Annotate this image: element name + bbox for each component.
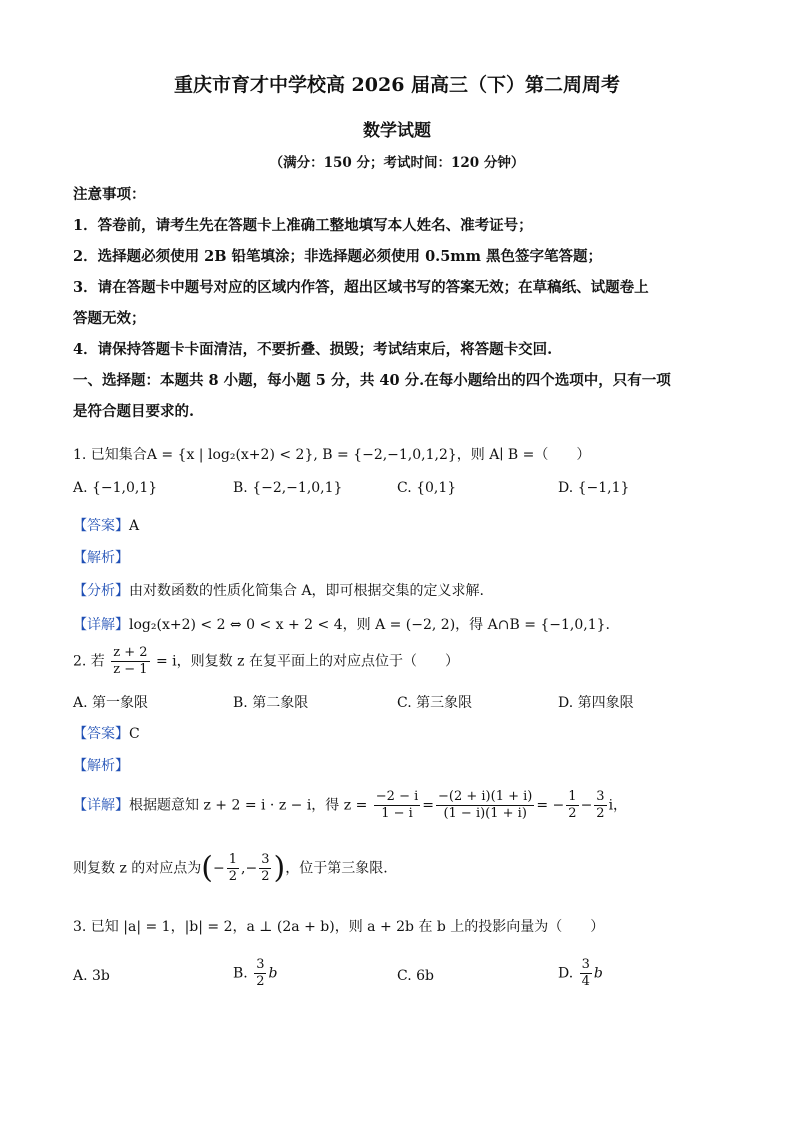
q2-analysis xyxy=(73,755,129,775)
question-2 xyxy=(73,645,459,678)
notes-heading: 注意事项： xyxy=(73,186,146,203)
q2-frac-2 xyxy=(436,789,534,822)
f1-den: 1 − i xyxy=(381,806,413,821)
q2-detail-a: 根据题意知 z + 2 = i · z − i，得 z = xyxy=(129,797,368,814)
ob-num: 3 xyxy=(256,957,265,972)
q2-concl-b: ，位于第三象限. xyxy=(285,860,388,877)
q1-analysis xyxy=(73,547,129,567)
q2-frac-4 xyxy=(594,789,606,822)
q2-frac-den: z − 1 xyxy=(113,662,148,677)
q3-option-d xyxy=(558,957,603,990)
q3-opt-b-vec: b xyxy=(268,965,278,982)
answer-label: 【答案】 xyxy=(73,726,129,742)
paren-close: ) xyxy=(273,850,286,886)
q2-frac-num: z + 2 xyxy=(113,645,148,660)
od-den: 4 xyxy=(581,974,590,989)
q2-option-d: D. 第四象限 xyxy=(558,695,634,711)
q2-option-a: A. 第一象限 xyxy=(73,695,149,711)
detail-text: log₂(x+2) < 2 ⇔ 0 < x + 2 < 4，则 A = (−2, 2)，得 A∩B = {−1,0,1}. xyxy=(129,617,611,633)
q1-answer xyxy=(73,515,139,535)
q2-conclusion: 则复数 z 的对应点为(− $\frac{1}{2}$ ,− $\frac{3}{2}$ )，位于第三象限. xyxy=(73,850,388,886)
c1-den: 2 xyxy=(228,869,238,884)
c2-den: 2 xyxy=(261,869,270,884)
q2-eq: = i xyxy=(156,653,177,670)
q1-fenxi xyxy=(73,580,484,600)
note-item: 1．答卷前，请考生先在答题卡上准确工整地填写本人姓名、准考证号； xyxy=(73,217,533,234)
f1-num: −2 − i xyxy=(375,789,419,804)
q2-frac-c2 xyxy=(259,852,271,885)
answer-value: A xyxy=(129,518,140,534)
note-item: 3．请在答题卡中题号对应的区域内作答，超出区域书写的答案无效；在草稿纸、试题卷上 xyxy=(73,279,649,296)
note-item: 4．请保持答题卡卡面清洁，不要折叠、损毁；考试结束后，将答题卡交回. xyxy=(73,341,553,358)
analysis-label: 【解析】 xyxy=(73,758,129,774)
f4-den: 2 xyxy=(596,806,605,821)
q3-option-b xyxy=(233,957,277,990)
q3-option-a: A. 3b xyxy=(73,968,110,984)
q1-option-c: C. {0,1} xyxy=(397,480,457,496)
q1-set-a: A = {x | log₂(x+2) < 2} xyxy=(146,447,314,463)
q2-detail: 【详解】根据题意知 z + 2 = i · z − i，得 z = $\frac{-2 - i}{1 - i}$ = $\frac{-(2 + i)(1 + i)}{(1 - i)(1 + i)}$ = − $\frac{1}{2}$ − $\frac{3}{2}$ i， xyxy=(73,789,628,821)
f3-den: 2 xyxy=(568,806,577,821)
section-heading: 一、选择题：本题共 8 小题，每小题 5 分，共 40 分.在每小题给出的四个选项中，只有一项 xyxy=(73,372,671,389)
q3-opt-d-vec: b xyxy=(593,965,603,982)
note-item: 2．选择题必须使用 2B 铅笔填涂；非选择题必须使用 0.5mm 黑色签字笔答题； xyxy=(73,248,603,265)
question-1 xyxy=(73,444,590,464)
q1-option-b: B. {−2,−1,0,1} xyxy=(233,480,343,496)
detail-label: 【详解】 xyxy=(73,617,129,633)
score-info: （满分：150 分；考试时间：120 分钟） xyxy=(269,155,525,171)
answer-value: C xyxy=(129,726,140,742)
q3-opt-b-frac xyxy=(254,957,266,990)
note-item: 答题无效； xyxy=(73,310,146,327)
q2-ask: ，则复数 z 在复平面上的对应点位于（ ） xyxy=(176,653,459,670)
f2-num: −(2 + i)(1 + i) xyxy=(438,789,533,804)
answer-label: 【答案】 xyxy=(73,518,129,534)
q2-frac-c1 xyxy=(227,852,239,885)
exam-subtitle: 数学试题 xyxy=(363,121,431,141)
q1-prefix: 1. 已知集合 xyxy=(73,447,147,463)
q1-ask: ，则 A∣ B =（ ） xyxy=(456,447,591,463)
q1-detail xyxy=(73,614,610,634)
q2-tail: i， xyxy=(608,797,628,814)
q3-opt-b-label: B. xyxy=(233,965,248,982)
c1-num: 1 xyxy=(228,852,238,867)
q1-option-a: A. {−1,0,1} xyxy=(73,480,158,496)
od-num: 3 xyxy=(581,957,590,972)
q2-fraction xyxy=(111,645,149,678)
q1-option-d: D. {−1,1} xyxy=(558,480,630,496)
q1-set-b: , B = {−2,−1,0,1,2} xyxy=(313,447,457,463)
f2-den: (1 − i)(1 + i) xyxy=(443,806,527,821)
c2-num: 3 xyxy=(261,852,270,867)
q2-option-c: C. 第三象限 xyxy=(397,695,473,711)
ob-den: 2 xyxy=(256,974,265,989)
q2-minus: − xyxy=(580,797,593,814)
q2-prefix: 2. 若 xyxy=(73,653,105,670)
question-3: 3. 已知 |a| = 1，|b| = 2，a ⊥ (2a + b)，则 a + 2b 在 b 上的投影向量为（ ） xyxy=(73,919,605,935)
q2-option-b: B. 第二象限 xyxy=(233,695,309,711)
q2-answer xyxy=(73,723,140,743)
detail-label: 【详解】 xyxy=(73,797,129,814)
f4-num: 3 xyxy=(596,789,605,804)
paren-open: ( xyxy=(201,850,213,886)
f3-num: 1 xyxy=(568,789,577,804)
q3-opt-d-label: D. xyxy=(558,965,574,982)
q2-frac-1 xyxy=(374,789,420,822)
q2-concl-a: 则复数 z 的对应点为 xyxy=(73,860,202,877)
fenxi-text: 由对数函数的性质化简集合 A，即可根据交集的定义求解. xyxy=(129,583,485,599)
q3-opt-d-frac xyxy=(580,957,592,990)
q2-frac-3 xyxy=(566,789,578,822)
analysis-label: 【解析】 xyxy=(73,550,129,566)
section-heading-cont: 是符合题目要求的. xyxy=(73,403,195,420)
q3-option-c: C. 6b xyxy=(397,968,434,984)
fenxi-label: 【分析】 xyxy=(73,583,129,599)
exam-title: 重庆市育才中学校高 2026 届高三（下）第二周周考 xyxy=(173,74,621,96)
q2-mid: = − xyxy=(536,797,565,814)
